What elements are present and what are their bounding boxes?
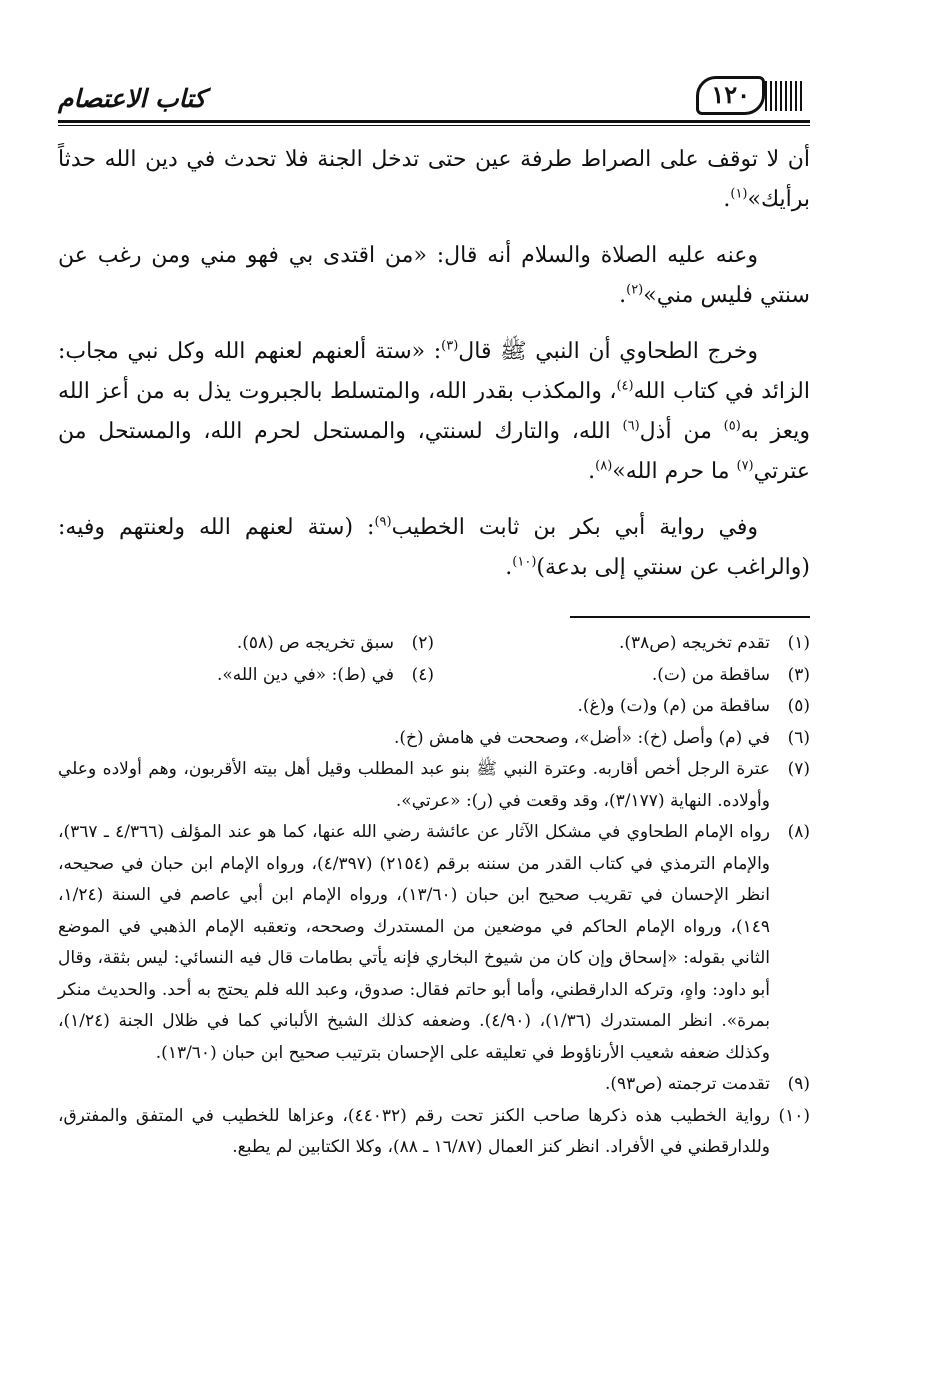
footnote-2 — [58, 628, 434, 660]
footnote-6 — [58, 723, 810, 755]
paragraph — [58, 140, 810, 220]
footnote-ref: (٤) — [616, 378, 634, 394]
paragraph — [58, 508, 810, 588]
footnote-ref: (٦) — [622, 418, 640, 434]
header-divider-thin — [58, 125, 810, 126]
footnote-ref: (٨) — [595, 458, 613, 474]
footnote-3 — [434, 660, 810, 692]
footnote-text: عترة الرجل أخص أقاربه. وعترة النبي ﷺ بنو عبد المطلب وقيل أهل بيته الأقربون، وهم أولاده وعلي وأولاده. النهاية (٣/١٧٧)، وقد وقعت في (ر): «عرتي». — [58, 759, 770, 811]
paragraph-text: وعنه عليه الصلاة والسلام أنه قال: «من اقتدى بي فهو مني ومن رغب عن سنتي فليس مني» — [58, 243, 810, 308]
footnote-pair-row — [58, 628, 810, 660]
footnote-10 — [58, 1101, 810, 1164]
footnote-ref: (٥) — [723, 418, 741, 434]
footnote-text: ساقطة من (ت). — [651, 664, 770, 685]
footnote-9 — [58, 1069, 810, 1101]
footnote-ref: (٧) — [736, 458, 754, 474]
book-title: كتاب الاعتصام — [58, 84, 206, 113]
footnote-pair-row — [58, 660, 810, 692]
paragraph-text: ما حرم الله» — [612, 459, 737, 484]
footnote-ref: (٢) — [626, 282, 644, 298]
page-header — [58, 70, 810, 126]
page-number-badge — [696, 76, 810, 115]
paragraph — [58, 332, 810, 492]
paragraph-text: : «ستة ألعنهم لعنهم الله وكل نبي مجاب: الزائد في كتاب الله — [58, 339, 810, 404]
paragraph-text: الله، والتارك لسنتي، والمستحل لحرم الله، والمستحل من عترتي — [58, 419, 810, 484]
footnote-number: (٥) — [787, 696, 810, 716]
footnote-number: (٨) — [787, 822, 810, 842]
footnote-number: (١٠) — [778, 1105, 810, 1126]
footnote-ref: (٩) — [374, 514, 392, 530]
footnote-text: تقدم تخريجه (ص٣٨). — [619, 633, 770, 653]
footnote-text: رواية الخطيب هذه ذكرها صاحب الكنز تحت رقم (٤٤٠٣٢)، وعزاها للخطيب في المتفق والمفترق، وللدارقطني في الأفراد. انظر كنز العمال (١٦/٨٧ ـ ٨٨)، وكلا الكتابين لم يطبع. — [58, 1105, 770, 1157]
paragraph-text: . — [619, 283, 627, 308]
footnote-text: ساقطة من (م) و(ت) و(غ). — [577, 696, 770, 716]
main-text — [58, 140, 810, 588]
paragraph — [58, 236, 810, 316]
header-divider — [58, 120, 810, 123]
footnote-number: (٣) — [787, 664, 810, 685]
footnote-number: (٩) — [787, 1074, 810, 1094]
footnote-ref: (٣) — [441, 338, 459, 354]
page — [58, 70, 810, 1164]
page-number: ١٢٠ — [696, 76, 765, 115]
footnote-separator — [570, 616, 810, 618]
paragraph-text: وخرج الطحاوي أن النبي ﷺ قال — [458, 339, 758, 364]
paragraph-text: . — [723, 187, 731, 212]
footnote-text: رواه الإمام الطحاوي في مشكل الآثار عن عائشة رضي الله عنها، كما هو عند المؤلف (٤/٣٦٦ ـ ٣٦٧)، والإمام الترمذي في كتاب القدر من سننه برقم (٢١٥٤) (٤/٣٩٧)، ورواه الإمام ابن حبان في صحيحه، انظر الإحسان في تقريب صحيح ابن حبان (١٣/٦٠)، ورواه الإمام ابن أبي عاصم في السنة (١/٢٤، ١٤٩)، ورواه الإمام الحاكم في موضعين من المستدرك وصححه، وتعقبه الإمام الذهبي في الموضع الثاني بقوله: «إسحاق وإن كان من شيوخ البخاري فإنه يأتي بطامات قال فيه النسائي: ليس بثقة، وقال أبو داود: واهٍ، وتركه الدارقطني، وأما أبو حاتم فقال: صدوق، وعبد الله فلم يحتج به أحد. والحديث منكر بمرة». انظر المستدرك (١/٣٦)، (٤/٩٠). وضعفه كذلك الشيخ الألباني كما في ظلال الجنة (١/٢٤)، وكذلك ضعفه شعيب الأرناؤوط في تعليقه على الإحسان بترتيب صحيح ابن حبان (١٣/٦٠). — [58, 822, 771, 1063]
ornament-bars — [765, 81, 802, 111]
paragraph-text: من أذل — [639, 419, 724, 444]
footnote-ref: (١٠) — [512, 554, 537, 570]
footnote-8 — [58, 817, 810, 1069]
footnote-text: سبق تخريجه ص (٥٨). — [236, 633, 394, 653]
paragraph-text: ، والمكذب بقدر الله، والمتسلط بالجبروت يذل به من أعز الله ويعز به — [58, 379, 810, 444]
footnote-5 — [58, 691, 810, 723]
footnote-number: (٧) — [787, 759, 810, 779]
paragraph-text: وفي رواية أبي بكر بن ثابت الخطيب — [391, 515, 758, 540]
footnote-text: في (م) وأصل (خ): «أضل»، وصححت في هامش (خ). — [394, 727, 770, 748]
footnote-7 — [58, 754, 810, 817]
footnote-number: (٦) — [787, 727, 810, 748]
footnote-text: في (ط): «في دين الله». — [216, 664, 394, 685]
paragraph-text: : (ستة لعنهم الله ولعنتهم وفيه: (والراغب عن سنتي إلى بدعة) — [58, 515, 810, 580]
footnote-number: (١) — [787, 633, 810, 653]
footnotes — [58, 628, 810, 1164]
footnote-4 — [58, 660, 434, 692]
footnote-ref: (١) — [730, 186, 748, 202]
paragraph-text: أن لا توقف على الصراط طرفة عين حتى تدخل الجنة فلا تحدث في دين الله حدثاً برأيك» — [58, 147, 810, 212]
footnote-text: تقدمت ترجمته (ص٩٣). — [604, 1074, 770, 1094]
paragraph-text: . — [505, 555, 513, 580]
footnote-1 — [434, 628, 810, 660]
footnote-number: (٤) — [411, 664, 434, 685]
paragraph-text: . — [588, 459, 596, 484]
footnote-number: (٢) — [411, 633, 434, 653]
